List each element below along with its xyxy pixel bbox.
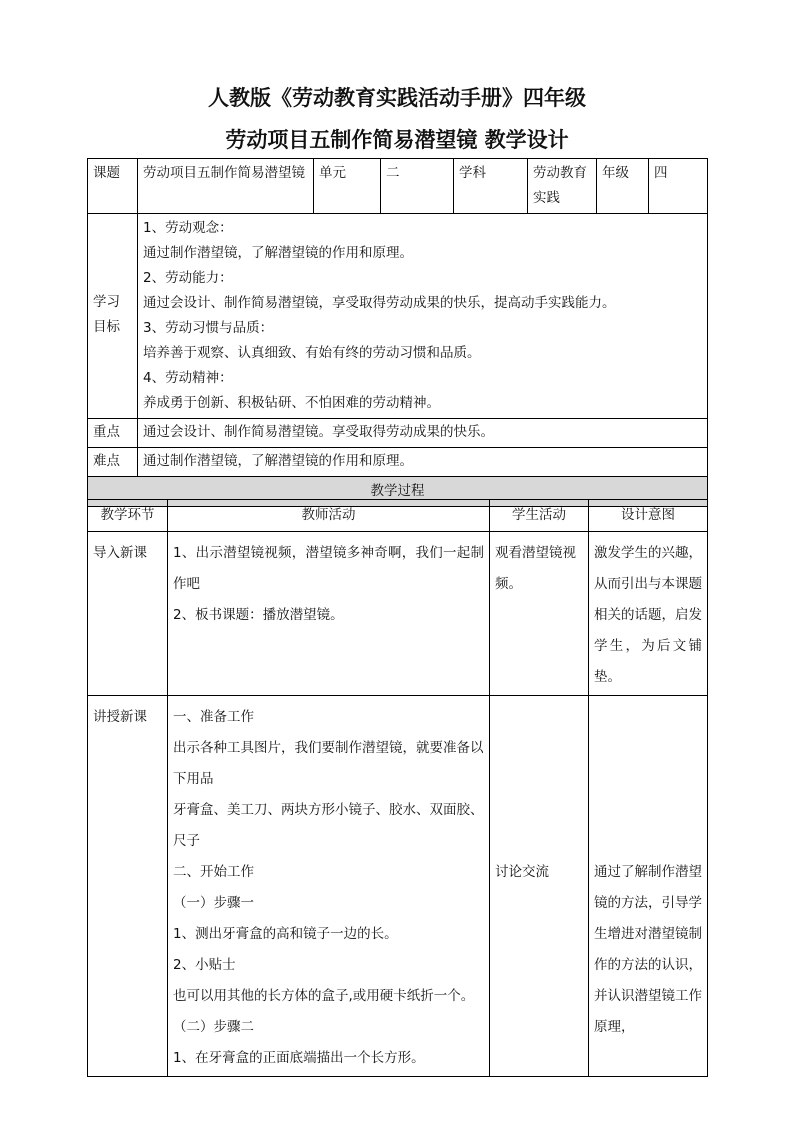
document-title: 人教版《劳动教育实践活动手册》四年级 (208, 85, 586, 110)
intro-stage: 导入新课 (88, 532, 168, 696)
unit-value: 二 (381, 159, 454, 214)
teacher-line: 2、板书课题：播放潜望镜。 (173, 607, 344, 623)
teacher-line: 出示各种工具图片，我们要制作潜望镜，就要准备以下用品 (173, 740, 484, 787)
subject-label: 学科 (454, 159, 528, 214)
info-header-row (88, 159, 708, 214)
teacher-line: 二、开始工作 (173, 864, 254, 880)
grade-label: 年级 (597, 159, 649, 214)
header-teacher: 教师活动 (168, 500, 490, 532)
goal-line: 通过会设计、制作简易潜望镜，享受取得劳动成果的快乐，提高动手实践能力。 (143, 295, 616, 311)
topic-value: 劳动项目五制作简易潜望镜 (138, 159, 314, 214)
intro-row (88, 532, 708, 696)
teacher-line: 1、测出牙膏盒的高和镜子一边的长。 (173, 926, 398, 942)
goal-line: 2、劳动能力： (143, 270, 233, 286)
teacher-line: 也可以用其他的长方体的盒子,或用硬卡纸折一个。 (173, 988, 475, 1004)
goal-line: 养成勇于创新、积极钻研、不怕困难的劳动精神。 (143, 395, 440, 411)
difficulty-value: 通过制作潜望镜，了解潜望镜的作用和原理。 (138, 448, 708, 477)
header-intent: 设计意图 (589, 500, 708, 532)
goal-line: 3、劳动习惯与品质： (143, 320, 274, 336)
goal-line: 1、劳动观念： (143, 220, 233, 236)
intro-student-activity: 观看潜望镜视频。 (490, 532, 589, 696)
teach-stage: 讲授新课 (88, 696, 168, 1077)
document-subtitle: 劳动项目五制作简易潜望镜 教学设计 (225, 127, 569, 152)
goal-line: 4、劳动精神： (143, 370, 233, 386)
teacher-line: （二）步骤二 (173, 1019, 254, 1035)
goal-line: 培养善于观察、认真细致、有始有终的劳动习惯和品质。 (143, 345, 481, 361)
grade-value: 四 (649, 159, 708, 214)
teacher-line: 1、出示潜望镜视频，潜望镜多神奇啊，我们一起制作吧 (173, 545, 484, 592)
design-intent-text: 通过了解制作潜望镜的方法，引导学生增进对潜望镜制作的方法的认识，并认识潜望镜工作原理， (594, 864, 702, 1035)
goal-line: 通过制作潜望镜，了解潜望镜的作用和原理。 (143, 245, 413, 261)
process-banner: 教学过程 (88, 477, 708, 507)
teacher-line: 牙膏盒、美工刀、两块方形小镜子、胶水、双面胶、尺子 (173, 802, 484, 849)
difficulty-label: 难点 (88, 448, 138, 477)
teach-student-activity (490, 696, 589, 1077)
teacher-line: 1、在牙膏盒的正面底端描出一个长方形。 (173, 1050, 425, 1066)
teacher-line: （一）步骤一 (173, 895, 254, 911)
intro-design-intent: 激发学生的兴趣，从而引出与本课题相关的话题，启发学生，为后文铺垫。 (589, 532, 708, 696)
unit-label: 单元 (314, 159, 381, 214)
lesson-info-table (87, 158, 708, 507)
teach-teacher-activity (168, 696, 490, 1077)
key-value: 通过会设计、制作简易潜望镜。享受取得劳动成果的快乐。 (138, 419, 708, 448)
intro-teacher-activity (168, 532, 490, 696)
topic-label: 课题 (88, 159, 138, 214)
key-label: 重点 (88, 419, 138, 448)
process-header-row (88, 500, 708, 532)
difficulty-row (88, 448, 708, 477)
teach-row (88, 696, 708, 1077)
teaching-process-table (87, 499, 708, 1077)
key-point-row (88, 419, 708, 448)
teacher-line: 2、小贴士 (173, 957, 236, 973)
student-activity-text: 讨论交流 (495, 864, 549, 880)
header-student: 学生活动 (490, 500, 589, 532)
goals-row (88, 214, 708, 419)
goals-content (138, 214, 708, 419)
goals-label: 学习目标 (88, 214, 138, 419)
header-stage: 教学环节 (88, 500, 168, 532)
teach-design-intent (589, 696, 708, 1077)
teacher-line: 一、准备工作 (173, 709, 254, 725)
subject-value: 劳动教育实践 (528, 159, 597, 214)
